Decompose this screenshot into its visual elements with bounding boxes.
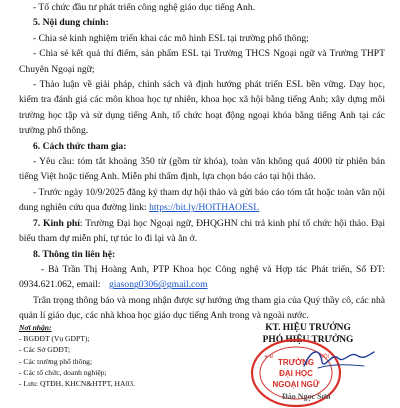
content-item-2: - Chia sẻ kết quả thí điểm, sản phẩm ESL tại Trường THCS Ngoại ngữ và Trường THPT Chuyên Ngoại ngữ; [19,48,385,75]
handwritten-signature [298,344,378,374]
registration-deadline [19,185,385,216]
signature-block [222,322,394,400]
svg-text:∗ Đ: ∗ Đ [264,354,274,360]
section-5-heading: 5. Nội dung chính: [33,17,109,29]
svg-text:NGOẠI NGỮ: NGOẠI NGỮ [272,380,320,389]
svg-text:ĐẠI HỌC: ĐẠI HỌC [279,369,313,378]
contact-text: - Bà Trần Thị Hoàng Anh, PTP Khoa học Công nghệ và Hợp tác Phát triển, Số ĐT: 0934.621.062, email: [19,263,385,291]
contact-info [19,262,385,293]
content-item-3: - Thảo luận về giải pháp, chính sách và định hướng phát triển ESL bền vững. Dạy học, kiểm tra đánh giá các môn khoa học tự nhiên, khoa học xã hội bằng tiếng Anh; xây dựng môi trường học tập và sử dụng tiếng Anh, tổ chức hoạt động ngoại khóa bằng tiếng Anh tại các trường phổ thông. [19,79,385,137]
section-7-paragraph [19,216,385,247]
signer-name: Đào Ngọc Sơn [282,392,331,401]
signature-title-line2: PHÓ HIỆU TRƯỞNG [262,335,354,345]
svg-text:NỘI: NỘI [320,354,329,360]
svg-text:TRƯỜNG: TRƯỜNG [277,358,315,367]
section-6-heading: 6. Cách thức tham gia: [33,140,127,152]
recipients-list [19,322,219,389]
recipient-item: - Các tổ chức, doanh nghiệp; [19,367,107,377]
registration-link[interactable]: https://bit.ly/HOITHAOESL [149,202,260,214]
section-7-text: : Trường Đại học Ngoại ngữ, ĐHQGHN chi trả kinh phí tổ chức hội thảo. Đại biểu tham dự miễn phí, tự túc lo đi lại và ăn ở. [19,217,385,245]
document-body [19,0,385,324]
participation-requirements: - Yêu cầu: tóm tắt khoảng 350 từ (gồm từ khóa), toàn văn không quá 4000 từ phiên bản tiếng Việt hoặc tiếng Anh. Miễn phí thẩm định, lựa chọn báo cáo tại hội thảo. [19,156,385,183]
signature-title-line1: KT. HIỆU TRƯỞNG [265,323,351,333]
recipient-item: - Các Sở GDĐT; [19,345,71,355]
contact-email-link[interactable]: giasong0306@gmail.com [108,279,208,291]
recipient-item: - Các trường phổ thông; [19,356,93,366]
recipient-item: - BGĐĐT (Vụ GDPT); [19,334,90,344]
footer-block [0,322,400,400]
objective-item: - Tổ chức đầu tư phát triển công nghệ giáo dục tiếng Anh. [33,2,256,13]
registration-text: - Trước ngày 10/9/2025 đăng ký tham dự hội thảo và gửi báo cáo tóm tắt hoặc toàn văn nội dung nghiên cứu qua đường link: [19,186,385,214]
section-7-label: 7. Kinh phí [33,217,80,229]
closing-paragraph: Trân trọng thông báo và mong nhận được sự hưởng ứng tham gia của Quý thầy cô, các nhà quản lí giáo dục, các nhà khoa học giáo dục tiếng Anh trong và ngoài nước. [19,294,385,322]
recipient-item: - Lưu: QTĐH, KHCN&HTPT, HA03. [19,379,135,389]
content-item-1: - Chia sẻ kinh nghiệm triển khai các mô hình ESL tại trường phổ thông; [33,32,309,44]
section-8-heading: 8. Thông tin liên hệ: [33,248,116,260]
recipients-title: Nơi nhận: [19,323,52,332]
